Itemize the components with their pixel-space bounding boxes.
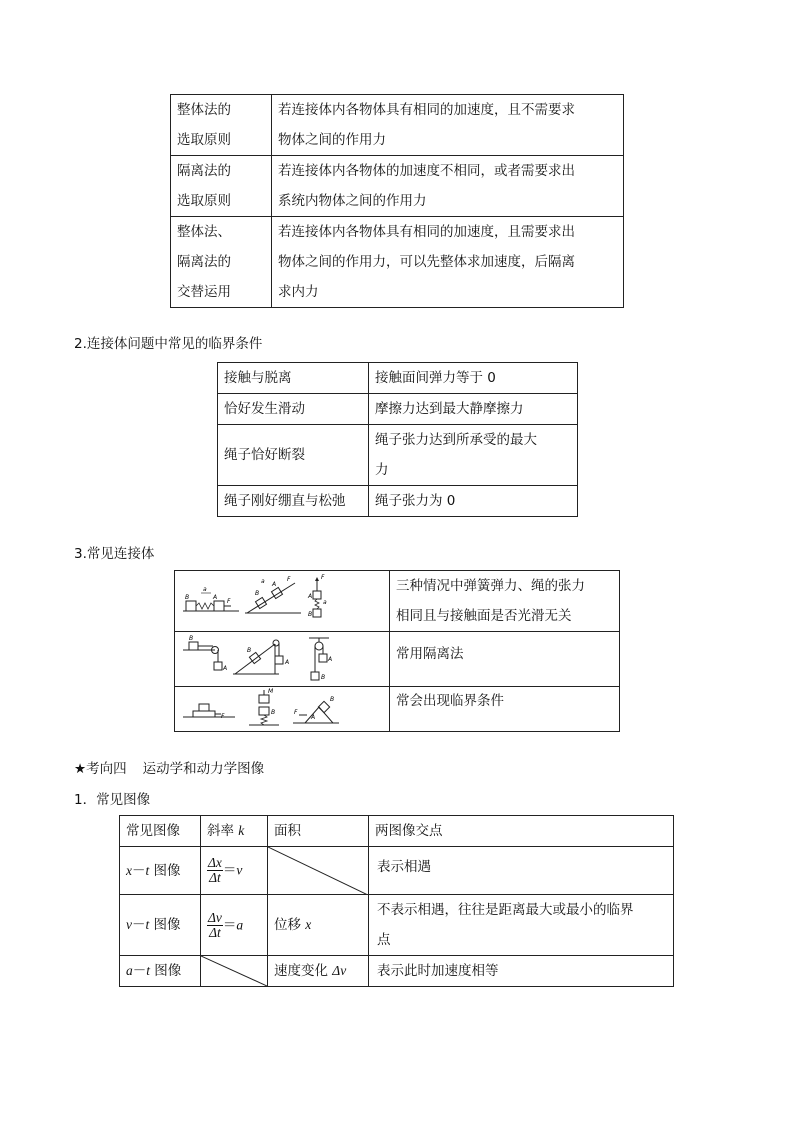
case-label: 绳子刚好绷直与松弛 bbox=[224, 493, 346, 509]
label-B: B bbox=[255, 590, 260, 597]
desc-cell bbox=[390, 571, 620, 632]
intersection-cell bbox=[369, 847, 674, 895]
case-cell bbox=[218, 394, 369, 425]
section-heading-critical-conditions: 2.连接体问题中常见的临界条件 bbox=[74, 336, 263, 352]
slope-equals: ＝ bbox=[222, 862, 237, 879]
desc-line: 常会出现临界条件 bbox=[396, 693, 504, 709]
graph-t: t bbox=[145, 862, 150, 878]
table-row bbox=[171, 95, 624, 156]
desc-line: 若连接体内各物体具有相同的加速度，且不需要求 bbox=[278, 102, 575, 118]
header-cell bbox=[268, 816, 369, 847]
graph-var: a bbox=[126, 963, 133, 978]
diagonal-strike bbox=[268, 847, 368, 895]
desc-cell bbox=[272, 217, 624, 308]
table-row bbox=[218, 363, 578, 394]
table-row bbox=[218, 394, 578, 425]
cond-line: 力 bbox=[375, 462, 389, 478]
method-cell bbox=[171, 95, 272, 156]
slope-formula bbox=[201, 856, 267, 885]
slope-equals: ＝ bbox=[222, 917, 237, 933]
desc-line: 物体之间的作用力，可以先整体求加速度，后隔离 bbox=[278, 254, 575, 270]
method-line: 整体法、 bbox=[177, 224, 231, 240]
header-slope-symbol: k bbox=[238, 823, 245, 838]
header-slope-label: 斜率 bbox=[207, 823, 234, 839]
intersection-text: 表示相遇 bbox=[377, 859, 431, 875]
area-cell bbox=[268, 895, 369, 956]
figure-cell-spring-systems bbox=[175, 571, 390, 632]
graph-suffix: 图像 bbox=[150, 963, 182, 979]
area-cell bbox=[268, 956, 369, 987]
table-header-row bbox=[120, 816, 674, 847]
graphs-table bbox=[119, 815, 674, 987]
diagonal-strike bbox=[201, 956, 267, 986]
header-slope bbox=[201, 816, 267, 846]
desc-line: 常用隔离法 bbox=[396, 646, 464, 662]
slope-cell-empty bbox=[201, 956, 268, 987]
graph-label bbox=[120, 956, 200, 986]
method-line: 选取原则 bbox=[177, 193, 231, 209]
table-row bbox=[120, 895, 674, 956]
slope-formula bbox=[201, 911, 267, 940]
graph-cell bbox=[120, 847, 201, 895]
label-A: A bbox=[285, 659, 290, 666]
table-row bbox=[120, 956, 674, 987]
area-var: Δv bbox=[332, 963, 347, 978]
table-row bbox=[120, 847, 674, 895]
method-line: 隔离法的 bbox=[177, 163, 231, 179]
case-cell bbox=[218, 486, 369, 517]
method-cell bbox=[171, 217, 272, 308]
section-heading-common-connected: 3.常见连接体 bbox=[74, 546, 155, 562]
case-label: 恰好发生滑动 bbox=[224, 401, 305, 417]
label-B: B bbox=[308, 611, 313, 618]
header-cell bbox=[120, 816, 201, 847]
table-row bbox=[175, 632, 620, 687]
desc-line: 物体之间的作用力 bbox=[278, 132, 386, 148]
method-cell bbox=[171, 156, 272, 217]
star-heading-label: ★考向四 bbox=[74, 761, 127, 777]
desc-line: 若连接体内各物体的加速度不相同，或者需要求出 bbox=[278, 163, 575, 179]
case-label: 绳子恰好断裂 bbox=[224, 447, 305, 463]
desc-cell bbox=[272, 95, 624, 156]
table-row bbox=[175, 571, 620, 632]
header-cell bbox=[369, 816, 674, 847]
label-B: B bbox=[321, 674, 326, 681]
desc-line: 求内力 bbox=[278, 284, 319, 300]
label-B: B bbox=[247, 647, 252, 654]
label-A: A bbox=[328, 656, 333, 663]
intersection-text: 表示此时加速度相等 bbox=[377, 963, 499, 979]
graph-dash: － bbox=[132, 963, 147, 979]
intersection-cell bbox=[369, 956, 674, 987]
graph-label bbox=[120, 910, 200, 940]
spring-systems-diagram bbox=[175, 571, 389, 631]
intersection-text: 点 bbox=[377, 932, 391, 948]
label-F: F bbox=[287, 576, 291, 583]
graph-dash: － bbox=[132, 917, 146, 933]
case-cell bbox=[218, 425, 369, 486]
label-A: A bbox=[311, 714, 316, 721]
graph-var: x bbox=[126, 862, 132, 878]
cond-line: 绳子张力达到所承受的最大 bbox=[375, 432, 537, 448]
label-F: F bbox=[227, 598, 231, 605]
label-F: F bbox=[321, 574, 325, 581]
graph-dash: － bbox=[132, 862, 146, 879]
method-line: 隔离法的 bbox=[177, 254, 231, 270]
slope-fraction bbox=[207, 911, 223, 940]
desc-line: 三种情况中弹簧弹力、绳的张力 bbox=[396, 578, 585, 594]
methods-table bbox=[170, 94, 624, 308]
label-A: A bbox=[213, 594, 218, 601]
header-area: 面积 bbox=[274, 823, 301, 839]
desc-cell bbox=[390, 632, 620, 687]
desc-line: 相同且与接触面是否光滑无关 bbox=[396, 608, 572, 624]
fraction-denominator: Δt bbox=[209, 870, 221, 885]
label-B: B bbox=[330, 696, 335, 703]
graph-suffix: 图像 bbox=[149, 862, 181, 879]
header-intersection: 两图像交点 bbox=[375, 823, 443, 839]
label-a: a bbox=[323, 599, 327, 606]
star-heading-title: 运动学和动力学图像 bbox=[142, 761, 265, 777]
label-B: B bbox=[189, 635, 194, 642]
critical-systems-diagram bbox=[175, 687, 389, 731]
graph-t: t bbox=[146, 963, 151, 978]
case-cell bbox=[218, 363, 369, 394]
connected-bodies-table bbox=[174, 570, 620, 732]
figure-cell-pulley-systems bbox=[175, 632, 390, 687]
header-cell bbox=[201, 816, 268, 847]
area-var: x bbox=[305, 917, 312, 932]
area-label bbox=[268, 910, 368, 940]
cond-cell bbox=[369, 394, 578, 425]
case-label: 接触与脱离 bbox=[224, 370, 292, 386]
figure-cell-critical-systems bbox=[175, 687, 390, 732]
desc-line: 若连接体内各物体具有相同的加速度，且需要求出 bbox=[278, 224, 575, 240]
pulley-systems-diagram bbox=[175, 632, 389, 686]
intersection-text: 不表示相遇，往往是距离最大或最小的临界 bbox=[377, 902, 634, 918]
fraction-numerator: Δv bbox=[208, 909, 222, 925]
critical-conditions-table bbox=[217, 362, 578, 517]
method-line: 选取原则 bbox=[177, 132, 231, 148]
graph-cell bbox=[120, 956, 201, 987]
method-line: 交替运用 bbox=[177, 284, 231, 300]
fraction-numerator: Δx bbox=[208, 855, 222, 870]
fraction-denominator: Δt bbox=[209, 924, 221, 940]
graph-t: t bbox=[145, 917, 150, 932]
cond-cell bbox=[369, 486, 578, 517]
sub-heading-common-graphs: 1．常见图像 bbox=[74, 792, 151, 808]
graph-var: v bbox=[126, 917, 132, 932]
label-a: a bbox=[261, 578, 265, 585]
cond-line: 接触面间弹力等于 0 bbox=[375, 370, 496, 386]
label-B: B bbox=[271, 709, 276, 716]
label-B: B bbox=[185, 594, 190, 601]
label-A: A bbox=[308, 593, 313, 600]
method-line: 整体法的 bbox=[177, 102, 231, 118]
cond-line: 摩擦力达到最大静摩擦力 bbox=[375, 401, 524, 417]
star-heading bbox=[74, 757, 264, 777]
graph-suffix: 图像 bbox=[149, 917, 181, 933]
desc-cell bbox=[272, 156, 624, 217]
area-cell-empty bbox=[268, 847, 369, 895]
header-graph: 常见图像 bbox=[126, 823, 180, 839]
table-row bbox=[218, 425, 578, 486]
slope-cell bbox=[201, 847, 268, 895]
cond-line: 绳子张力为 0 bbox=[375, 493, 456, 509]
desc-line: 系统内物体之间的作用力 bbox=[278, 193, 427, 209]
label-F: F bbox=[294, 709, 298, 716]
slope-cell bbox=[201, 895, 268, 956]
desc-cell bbox=[390, 687, 620, 732]
label-A: A bbox=[272, 581, 277, 588]
graph-label bbox=[120, 856, 200, 886]
table-row bbox=[175, 687, 620, 732]
cond-cell bbox=[369, 363, 578, 394]
cond-cell bbox=[369, 425, 578, 486]
table-row bbox=[218, 486, 578, 517]
label-F: F bbox=[221, 713, 225, 720]
table-row bbox=[171, 156, 624, 217]
slope-result: a bbox=[236, 917, 244, 932]
area-label bbox=[268, 956, 368, 986]
table-row bbox=[171, 217, 624, 308]
graph-cell bbox=[120, 895, 201, 956]
label-M: M bbox=[268, 688, 274, 695]
slope-result: v bbox=[236, 862, 243, 878]
slope-fraction bbox=[207, 856, 223, 885]
label-a: a bbox=[203, 586, 207, 593]
intersection-cell bbox=[369, 895, 674, 956]
area-text: 位移 bbox=[274, 917, 306, 933]
label-A: A bbox=[223, 665, 228, 672]
area-text: 速度变化 bbox=[274, 963, 333, 979]
